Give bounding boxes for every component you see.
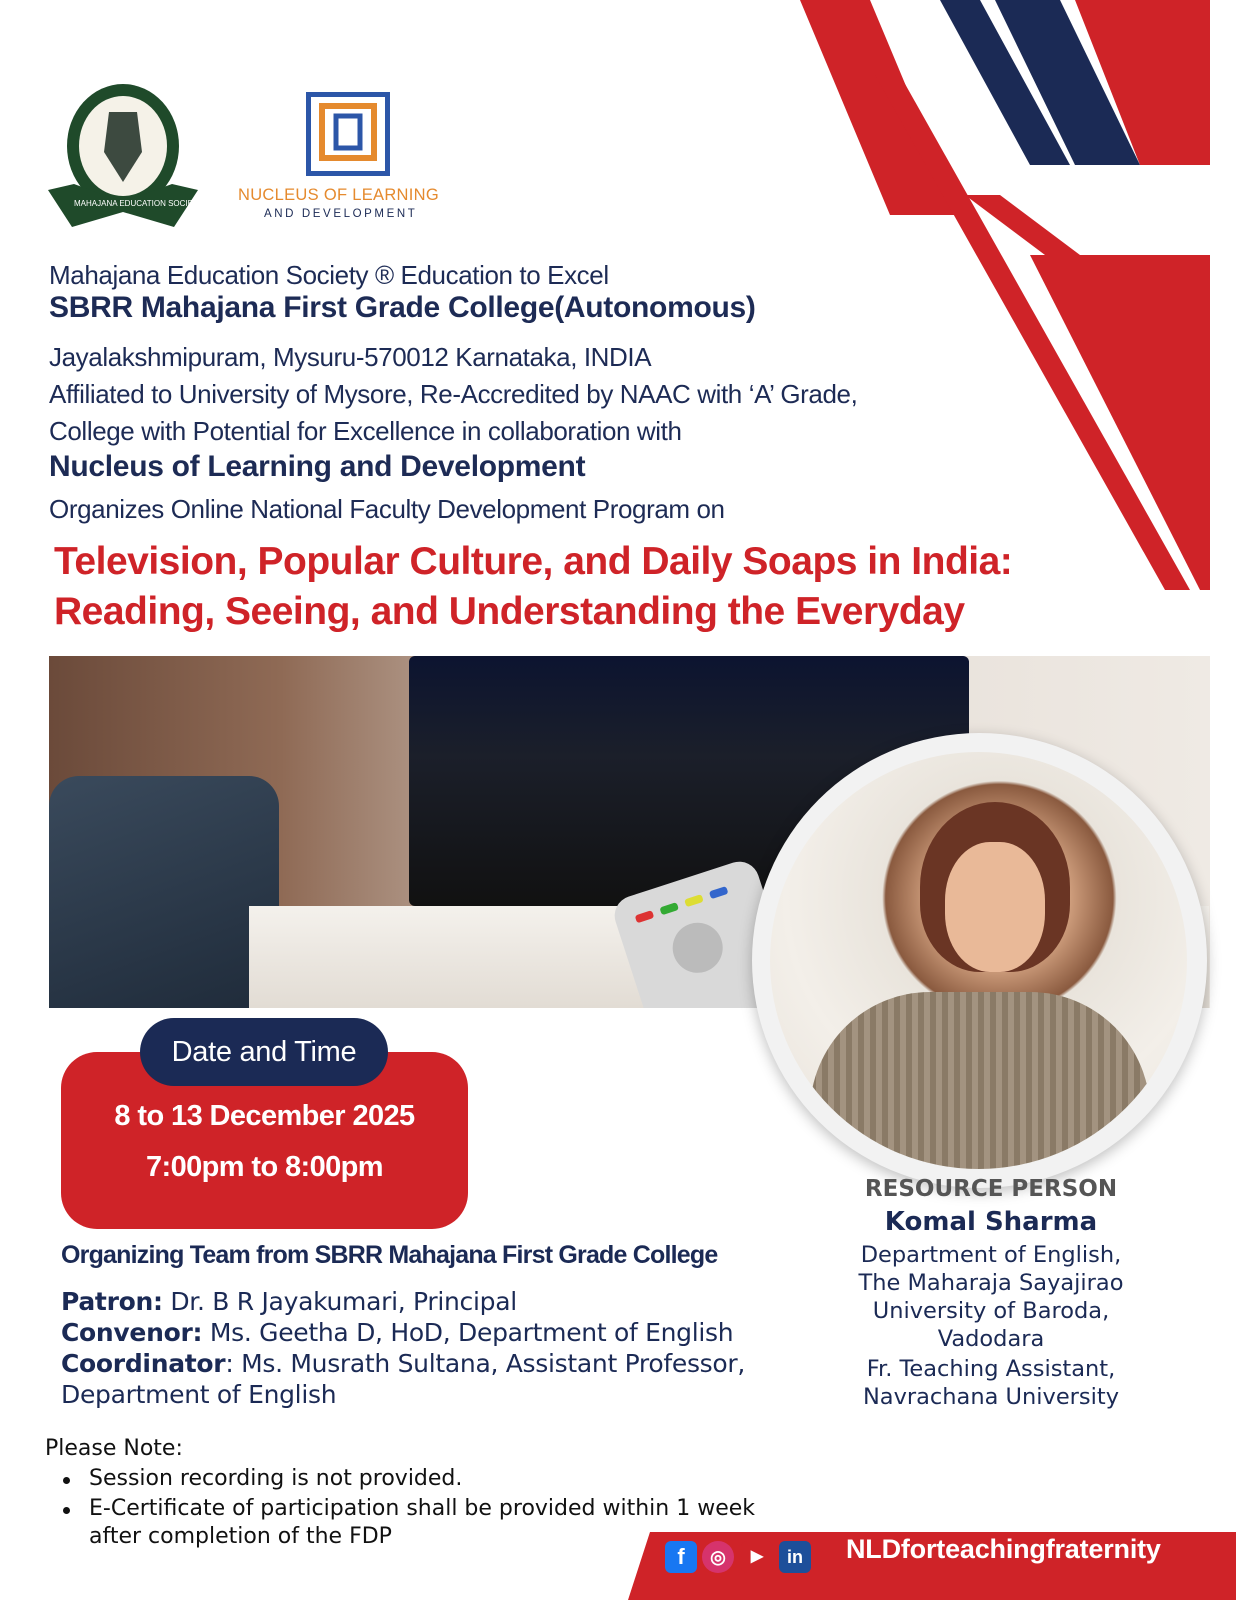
college-name: SBRR Mahajana First Grade College(Autonomous) <box>49 291 756 324</box>
coordinator-line-2: Department of English <box>61 1380 337 1409</box>
resource-person-name: Komal Sharma <box>884 1207 1098 1237</box>
event-dates: 8 to 13 December 2025 <box>114 1100 415 1132</box>
resource-line-5: Fr. Teaching Assistant, <box>866 1356 1116 1382</box>
resource-line-1: Department of English, <box>860 1242 1122 1268</box>
coordinator-value: : Ms. Musrath Sultana, Assistant Professor, <box>225 1349 746 1378</box>
note-item-1: Session recording is not provided. <box>89 1466 463 1491</box>
potential-line: College with Potential for Excellence in collaboration with <box>49 416 682 446</box>
resource-person-photo <box>770 752 1187 1169</box>
resource-line-3: University of Baroda, <box>872 1298 1110 1324</box>
patron-label: Patron: <box>61 1287 163 1316</box>
instagram-icon[interactable]: ◎ <box>702 1541 734 1573</box>
facebook-icon[interactable]: f <box>665 1541 697 1573</box>
affiliation-line: Affiliated to University of Mysore, Re-Accredited by NAAC with ‘A’ Grade, <box>49 379 858 409</box>
patron-line <box>61 1287 517 1316</box>
society-logo-text: MAHAJANA EDUCATION SOCIETY ESTD. 1907 <box>74 199 249 208</box>
nld-logo-sub: AND DEVELOPMENT <box>264 208 418 220</box>
social-handle[interactable]: NLDforteachingfraternity <box>846 1534 1161 1564</box>
convenor-value: Ms. Geetha D, HoD, Department of English <box>202 1318 734 1347</box>
red-big-stripe <box>1030 255 1210 590</box>
date-time-label: Date and Time <box>140 1018 388 1086</box>
program-title-line-2: Reading, Seeing, and Understanding the Everyday <box>54 590 965 633</box>
youtube-icon[interactable]: ▶ <box>741 1541 773 1573</box>
bullet-icon <box>63 1477 70 1484</box>
partner-name: Nucleus of Learning and Development <box>49 450 586 483</box>
notes-heading: Please Note: <box>45 1436 183 1461</box>
bullet-icon <box>63 1507 70 1514</box>
nld-logo <box>232 92 462 222</box>
resource-line-4: Vadodara <box>937 1326 1045 1352</box>
organizing-team-heading: Organizing Team from SBRR Mahajana First Grade College <box>61 1241 718 1269</box>
program-title-line-1: Television, Popular Culture, and Daily Soaps in India: <box>54 540 1013 583</box>
note-item-2-cont: after completion of the FDP <box>89 1524 392 1549</box>
coordinator-line <box>61 1349 745 1378</box>
coordinator-label: Coordinator <box>61 1349 226 1378</box>
college-address: Jayalakshmipuram, Mysuru-570012 Karnataka, INDIA <box>49 342 652 372</box>
society-logo <box>44 72 249 232</box>
resource-line-6: Navrachana University <box>862 1384 1120 1410</box>
portrait-face <box>945 842 1045 972</box>
convenor-line <box>61 1318 733 1347</box>
chair-shape <box>49 776 279 1008</box>
society-line: Mahajana Education Society ® Education to Excel <box>49 260 609 290</box>
event-time: 7:00pm to 8:00pm <box>146 1151 383 1183</box>
mahajana-education-society-emblem-icon <box>44 72 202 232</box>
patron-value: Dr. B R Jayakumari, Principal <box>162 1287 517 1316</box>
resource-person-label: RESOURCE PERSON <box>864 1176 1118 1202</box>
linkedin-icon[interactable]: in <box>779 1541 811 1573</box>
organizes-line: Organizes Online National Faculty Development Program on <box>49 494 725 524</box>
note-item-2: E-Certificate of participation shall be provided within 1 week <box>89 1496 756 1521</box>
nucleus-square-logo-icon <box>306 92 390 176</box>
convenor-label: Convenor: <box>61 1318 203 1347</box>
portrait-shirt <box>810 992 1150 1169</box>
nld-logo-name: NUCLEUS OF LEARNING <box>238 186 439 204</box>
resource-line-2: The Maharaja Sayajirao <box>858 1270 1124 1296</box>
